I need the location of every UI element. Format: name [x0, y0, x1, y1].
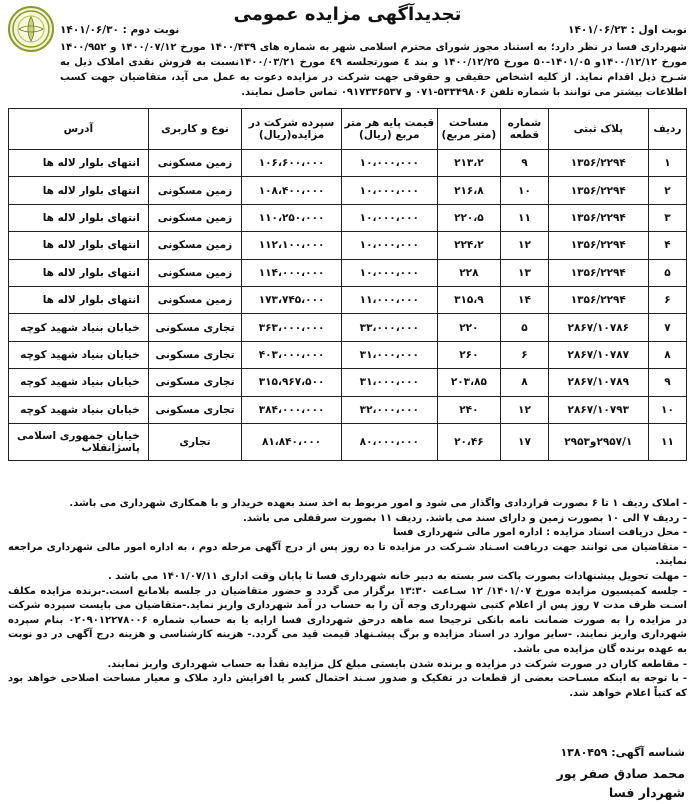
- table-row: [9, 150, 687, 177]
- first-publish-date: نوبت اول : ۱۴۰۱/۰۶/۲۳: [568, 24, 687, 36]
- table-row: [9, 396, 687, 423]
- table-cell: ۵: [648, 259, 686, 286]
- table-cell: ۸۰،۰۰۰،۰۰۰: [342, 423, 438, 460]
- table-cell: ۳۲،۰۰۰،۰۰۰: [342, 396, 438, 423]
- table-cell: انتهای بلوار لاله ها: [9, 204, 149, 231]
- table-cell: ۱۱۲،۱۰۰،۰۰۰: [242, 232, 342, 259]
- table-row: [9, 423, 687, 460]
- table-cell: ۲۸۶۷/۱۰۷۸۷: [548, 341, 648, 368]
- table-cell: ۸: [648, 341, 686, 368]
- note-item: - محل دریافت اسناد مزایده : اداره امور مالی شهرداری فسا: [392, 527, 687, 539]
- intro-paragraph: شهرداری فسا در نظر دارد؛ به استناد مجوز شورای محترم اسلامی شهر به شماره های ۱۴۰۰/۴۳۹ مورخ ۱۴۰۰/۰۷/۱۲ و ۱۴۰۰/۹۵۲ مورخ ۱۴۰۰/۱۲/۱۲و ۱۴۰۱/۰۵-۵۰ مورخ ۱۴۰۰/۱۲/۲۵ و بند ٤ صورتجلسه ٤٩ مورخ ۱۴۰۰/۰۳/۲۱نسبت به فروش نقدی املاک ذیل به شـرح ذیل اقدام نماید. از کلیه اشخاص حقیقی و حقوقی جهت شرکت در مزایده دعوت به عمل می آید، متقاضیان جهت کسب اطلاعات بیشتر می توانند با شماره تلفن ۵۳۳۴۹۸۰۶-۰۷۱ و ۰۹۱۷۳۳۶۵۳۷ تماس حاصل نمایند.: [60, 42, 688, 98]
- table-header-row: [9, 109, 687, 150]
- table-cell: ۲۸۶۷/۱۰۷۸۹: [548, 369, 648, 396]
- column-header: مساحت (متر مربع): [437, 109, 501, 150]
- table-cell: ۱۰۸،۴۰۰،۰۰۰: [242, 177, 342, 204]
- table-cell: ۲۹۵۷/۱و۲۹۵۳: [548, 423, 648, 460]
- table-cell: انتهای بلوار لاله ها: [9, 177, 149, 204]
- note-item: - متقاضیان می توانند جهت دریافت اسـناد شـرکت در مزایده تا ده روز پس از درج آگهی مرحله دوم ، به اداره امور مالی شهرداری مراجعه نمایند.: [8, 541, 687, 568]
- table-cell: زمین مسکونی: [148, 286, 241, 313]
- table-cell: ۲۲۴،۲: [437, 232, 501, 259]
- table-cell: ۱۲: [501, 396, 548, 423]
- table-cell: ۲: [648, 177, 686, 204]
- table-row: [9, 314, 687, 341]
- table-row: [9, 341, 687, 368]
- table-cell: ۲۰،۴۶: [437, 423, 501, 460]
- table-cell: خیابان بنیاد شهید کوچه: [9, 396, 149, 423]
- table-cell: ۱۰۶،۶۰۰،۰۰۰: [242, 150, 342, 177]
- table-cell: ۳۱۵،۹: [437, 286, 501, 313]
- column-header: شماره قطعه: [501, 109, 548, 150]
- table-cell: زمین مسکونی: [148, 259, 241, 286]
- table-cell: خیابان بنیاد شهید کوچه: [9, 369, 149, 396]
- table-cell: ۲۲۰: [437, 314, 501, 341]
- mayor-title: شهردار فسا: [608, 785, 685, 800]
- table-cell: ۳۳،۰۰۰،۰۰۰: [342, 314, 438, 341]
- table-cell: خیابان بنیاد شهید کوچه: [9, 341, 149, 368]
- table-cell: ۲۸۶۷/۱۰۷۸۶: [548, 314, 648, 341]
- table-cell: ۱۰،۰۰۰،۰۰۰: [342, 150, 438, 177]
- table-cell: خیابان جمهوری اسلامی پاسژانقلاب: [9, 423, 149, 460]
- table-cell: ۱۳۵۶/۲۲۹۴: [548, 177, 648, 204]
- table-cell: انتهای بلوار لاله ها: [9, 259, 149, 286]
- table-cell: ۴: [648, 232, 686, 259]
- table-cell: ۲۸۶۷/۱۰۷۹۳: [548, 396, 648, 423]
- table-cell: انتهای بلوار لاله ها: [9, 150, 149, 177]
- table-cell: انتهای بلوار لاله ها: [9, 286, 149, 313]
- table-cell: ۲۴۰: [437, 396, 501, 423]
- table-cell: زمین مسکونی: [148, 204, 241, 231]
- note-item: - املاک ردیف ۱ تا ۶ بصورت قراردادی واگذار می شود و امور مربوط به اخذ سند بعهده خریدار و با همکاری شهرداری می باشد.: [69, 498, 687, 509]
- table-cell: ۱۳۵۶/۲۲۹۴: [548, 150, 648, 177]
- table-row: [9, 177, 687, 204]
- table-cell: ۱۱۰،۲۵۰،۰۰۰: [242, 204, 342, 231]
- table-cell: ۳۶۳،۰۰۰،۰۰۰: [242, 314, 342, 341]
- table-cell: ۳: [648, 204, 686, 231]
- table-cell: ۴۰۳،۰۰۰،۰۰۰: [242, 341, 342, 368]
- table-cell: ۷: [648, 314, 686, 341]
- table-cell: ۹: [648, 369, 686, 396]
- notice-title: تجدیدآگهی مزایده عمومی: [233, 4, 462, 25]
- table-cell: تجاری مسکونی: [148, 396, 241, 423]
- note-item: - جلسه کمیسیون مزایده مورخ ۱۴۰۱/۰۷/ ۱۲ سـاعت ۱۳:۳۰ برگزار می گردد و حضور متقاضیان در جلسه بلامانع است.-برنده مزایده مکلف اسـت ظرف مدت ۷ روز پس از اعلام کتبی شهرداری وجه آن را به حساب در آمد شهرداری واریز نماید.-متقاضیان می بایست سپرده شرکت در مزایده را به صورت ضمانت نامه بانکی ترجیحا سه ماهه درحق شهرداری فسا ارایه یا به حساب شماره ۰۲۰۹۰۱۲۲۷۸۰۰۶ بنام سپرده شهرداری واریز نمایند. -سایر موارد در اسناد مزایده و برگ پیشـنهاد قیمت قید می گردد.- هزینه کارشناسی و هزینه درج آگهی در دو نوبت به عهده برنده گان مزایده می باشد.: [8, 585, 687, 655]
- table-cell: زمین مسکونی: [148, 150, 241, 177]
- table-row: [9, 232, 687, 259]
- table-cell: ۱۳۵۶/۲۲۹۴: [548, 259, 648, 286]
- table-cell: ۱: [648, 150, 686, 177]
- table-cell: تجاری مسکونی: [148, 369, 241, 396]
- table-cell: ۱۰: [501, 177, 548, 204]
- table-row: [9, 286, 687, 313]
- table-cell: تجاری: [148, 423, 241, 460]
- table-cell: تجاری مسکونی: [148, 314, 241, 341]
- table-cell: ۱۱: [648, 423, 686, 460]
- table-cell: ۱۰،۰۰۰،۰۰۰: [342, 204, 438, 231]
- note-item: - مهلت تحویل پیشنهادات بصورت پاکت سر بسته به دبیر خانه شهرداری فسا تا پایان وقت اداری ۱۴۰۱/۰۷/۱۱ می باشد .: [107, 570, 687, 582]
- table-row: [9, 204, 687, 231]
- table-cell: ۳۱۵،۹۶۷،۵۰۰: [242, 369, 342, 396]
- column-header: ردیف: [648, 109, 686, 150]
- table-cell: زمین مسکونی: [148, 177, 241, 204]
- table-cell: ۱۷۳،۷۴۵،۰۰۰: [242, 286, 342, 313]
- table-cell: ۲۰۳،۸۵: [437, 369, 501, 396]
- table-cell: ۱۳: [501, 259, 548, 286]
- table-cell: ۱۰،۰۰۰،۰۰۰: [342, 232, 438, 259]
- table-cell: ۹: [501, 150, 548, 177]
- table-cell: ۱۰،۰۰۰،۰۰۰: [342, 259, 438, 286]
- table-cell: ۲۱۶،۸: [437, 177, 501, 204]
- table-cell: ۵: [501, 314, 548, 341]
- column-header: قیمت پایه هر متر مربع (ریال): [342, 109, 438, 150]
- signature-block: [557, 764, 685, 802]
- column-header: پلاک ثبتی: [548, 109, 648, 150]
- note-item: - مقاطعه کاران در صورت شرکت در مزایده و برنده شدن بایستی مبلغ کل مزایده نقدأ به حساب شهرداری واریز نمایند.: [107, 658, 687, 670]
- table-cell: انتهای بلوار لاله ها: [9, 232, 149, 259]
- table-cell: ۸۱،۸۴۰،۰۰۰: [242, 423, 342, 460]
- ad-code: شناسه آگهی: ۱۳۸۰۴۵۹: [560, 746, 685, 759]
- table-cell: ۲۲۸: [437, 259, 501, 286]
- table-cell: ۳۸۴،۰۰۰،۰۰۰: [242, 396, 342, 423]
- column-header: نوع و کاربری: [148, 109, 241, 150]
- table-cell: ۲۲۰،۵: [437, 204, 501, 231]
- table-cell: ۱۳۵۶/۲۲۹۴: [548, 232, 648, 259]
- table-cell: ۱۱۴،۰۰۰،۰۰۰: [242, 259, 342, 286]
- table-cell: ۶: [501, 341, 548, 368]
- table-cell: تجاری مسکونی: [148, 341, 241, 368]
- table-cell: ۱۷: [501, 423, 548, 460]
- column-header: آدرس: [9, 109, 149, 150]
- table-cell: زمین مسکونی: [148, 232, 241, 259]
- table-cell: ۱۴: [501, 286, 548, 313]
- table-row: [9, 259, 687, 286]
- table-cell: ۱۰: [648, 396, 686, 423]
- mayor-name: محمد صادق صفر پور: [556, 766, 685, 781]
- table-cell: ۱۰،۰۰۰،۰۰۰: [342, 177, 438, 204]
- table-cell: خیابان بنیاد شهید کوچه: [9, 314, 149, 341]
- table-cell: ۶: [648, 286, 686, 313]
- table-row: [9, 369, 687, 396]
- properties-table: [8, 108, 687, 461]
- table-cell: ۱۳۵۶/۲۲۹۴: [548, 286, 648, 313]
- column-header: سپرده شرکت در مزایده(ریال): [242, 109, 342, 150]
- table-cell: ۸: [501, 369, 548, 396]
- note-item: - ردیف ۷ الی ۱۰ بصورت زمین و دارای سند می باشد. ردیف ۱۱ بصورت سرقفلی می باشد.: [243, 512, 687, 524]
- table-cell: ۱۳۵۶/۲۲۹۴: [548, 204, 648, 231]
- second-publish-date: نوبت دوم : ۱۴۰۱/۰۶/۳۰: [60, 24, 180, 36]
- table-cell: ۱۱،۰۰۰،۰۰۰: [342, 286, 438, 313]
- notes-section: [8, 497, 687, 701]
- table-cell: ۳۱،۰۰۰،۰۰۰: [342, 341, 438, 368]
- note-item: - با توجه به اینکه مسـاحت بعضی از قطعات در تفکیک و صدور سـند احتمال کسر یا افزایش دارد ملاک و معیار مساحت اصلاحی خواهد بود که کتباً اعلام خواهد شد.: [8, 673, 687, 699]
- table-cell: ۳۱،۰۰۰،۰۰۰: [342, 369, 438, 396]
- table-cell: ۲۶۰: [437, 341, 501, 368]
- table-cell: ۱۲: [501, 232, 548, 259]
- table-cell: ۲۱۳،۲: [437, 150, 501, 177]
- table-cell: ۱۱: [501, 204, 548, 231]
